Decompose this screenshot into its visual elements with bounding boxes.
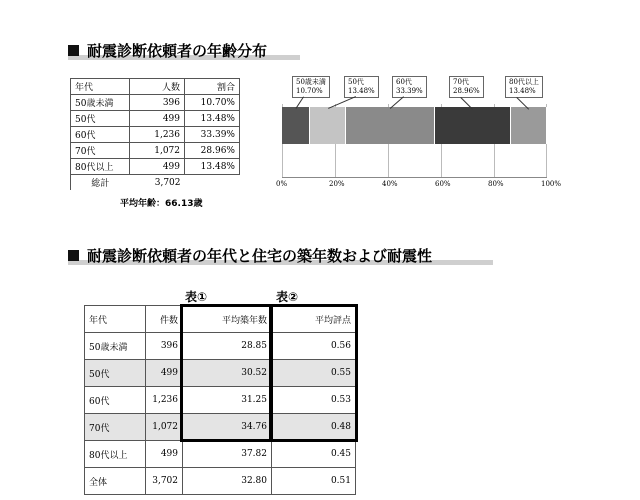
count-cell: 1,236 (146, 387, 183, 414)
square-bullet-icon (68, 250, 79, 261)
callout-series-name: 80代以上 (509, 78, 539, 86)
total-row (71, 175, 240, 191)
count-cell: 499 (130, 159, 185, 175)
age-cell: 80代以上 (85, 441, 146, 468)
segment-callout (344, 76, 379, 98)
pct-cell: 13.48% (185, 111, 240, 127)
table1-highlight-box (180, 304, 272, 442)
avg-score-cell: 0.48 (272, 414, 356, 441)
callout-value: 33.39% (396, 87, 423, 95)
count-cell: 396 (146, 333, 183, 360)
section2-heading-text: 耐震診断依頼者の年代と住宅の築年数および耐震性 (87, 247, 433, 265)
pct-cell: 33.39% (185, 127, 240, 143)
col-header-count: 人数 (130, 79, 185, 95)
avg-years-cell: 37.82 (183, 441, 272, 468)
x-tick-label: 100% (541, 180, 562, 188)
avg-score-cell: 0.45 (272, 441, 356, 468)
avg-years-cell: 31.25 (183, 387, 272, 414)
callout-value: 28.96% (453, 87, 480, 95)
total-count: 3,702 (130, 175, 185, 191)
table-row (71, 95, 240, 111)
pct-cell: 10.70% (185, 95, 240, 111)
count-cell: 499 (146, 360, 183, 387)
table2-highlight-box (270, 304, 358, 442)
pct-cell: 28.96% (185, 143, 240, 159)
count-cell: 3,702 (146, 468, 183, 495)
callout-series-name: 50代 (348, 78, 364, 86)
table-row (71, 111, 240, 127)
count-cell: 1,072 (130, 143, 185, 159)
chart-labels (282, 76, 547, 106)
age-cell: 50代 (71, 111, 130, 127)
table1-label: 表① (185, 290, 208, 304)
x-tick-label: 80% (488, 180, 504, 188)
avg-years-cell: 34.76 (183, 414, 272, 441)
age-cell: 60代 (71, 127, 130, 143)
callout-series-name: 60代 (396, 78, 412, 86)
table-row (71, 127, 240, 143)
avg-years-cell: 30.52 (183, 360, 272, 387)
age-cell: 60代 (85, 387, 146, 414)
x-tick-label: 60% (435, 180, 451, 188)
bar-segment (310, 107, 346, 144)
count-cell: 499 (146, 441, 183, 468)
bar-segment (511, 107, 547, 144)
count-cell: 499 (130, 111, 185, 127)
col-header-pct: 割合 (185, 79, 240, 95)
age-cell: 全体 (85, 468, 146, 495)
total-label: 総計 (71, 175, 130, 191)
total-blank (185, 175, 240, 191)
square-bullet-icon (68, 45, 79, 56)
count-cell: 396 (130, 95, 185, 111)
age-cell: 70代 (85, 414, 146, 441)
bar-segment (435, 107, 512, 144)
col-header-age: 年代 (71, 79, 130, 95)
age-cell: 70代 (71, 143, 130, 159)
callout-value: 13.48% (348, 87, 375, 95)
age-stacked-bar-chart (276, 76, 562, 191)
age-distribution-table (70, 78, 240, 190)
x-axis-ticks (276, 180, 562, 190)
callout-value: 10.70% (296, 87, 323, 95)
count-cell: 1,236 (130, 127, 185, 143)
col-header-avg-score: 平均評点 (272, 306, 356, 333)
x-axis-line (282, 177, 547, 178)
pct-cell: 13.48% (185, 159, 240, 175)
section2-heading (68, 245, 432, 266)
section1-heading-text: 耐震診断依頼者の年齢分布 (87, 42, 268, 60)
bar-segment (282, 107, 310, 144)
segment-callout (292, 76, 330, 98)
avg-years-cell: 32.80 (183, 468, 272, 495)
table2-label: 表② (276, 290, 299, 304)
callout-value: 13.48% (509, 87, 536, 95)
avg-score-cell: 0.55 (272, 360, 356, 387)
table-row (71, 143, 240, 159)
segment-callout (449, 76, 484, 98)
average-age: 平均年齢：66.13歳 (120, 199, 203, 209)
avg-score-cell: 0.53 (272, 387, 356, 414)
callout-series-name: 70代 (453, 78, 469, 86)
age-cell: 50歳未満 (85, 333, 146, 360)
x-tick-label: 0% (276, 180, 288, 188)
x-tick-label: 40% (382, 180, 398, 188)
callout-series-name: 50歳未満 (296, 78, 326, 86)
col-header-age: 年代 (85, 306, 146, 333)
table-row (85, 441, 356, 468)
segment-callout (505, 76, 543, 98)
section1-heading (68, 40, 267, 61)
table-row (71, 159, 240, 175)
table-header-row (71, 79, 240, 95)
age-cell: 80代以上 (71, 159, 130, 175)
avg-score-cell: 0.56 (272, 333, 356, 360)
stacked-bar (282, 107, 547, 144)
avg-score-cell: 0.51 (272, 468, 356, 495)
avg-years-cell: 28.85 (183, 333, 272, 360)
age-cell: 50代 (85, 360, 146, 387)
bar-segment (346, 107, 434, 144)
col-header-avg-years: 平均築年数 (183, 306, 272, 333)
count-cell: 1,072 (146, 414, 183, 441)
x-tick-label: 20% (329, 180, 345, 188)
col-header-count: 件数 (146, 306, 183, 333)
segment-callout (392, 76, 427, 98)
age-cell: 50歳未満 (71, 95, 130, 111)
total-row (85, 468, 356, 495)
